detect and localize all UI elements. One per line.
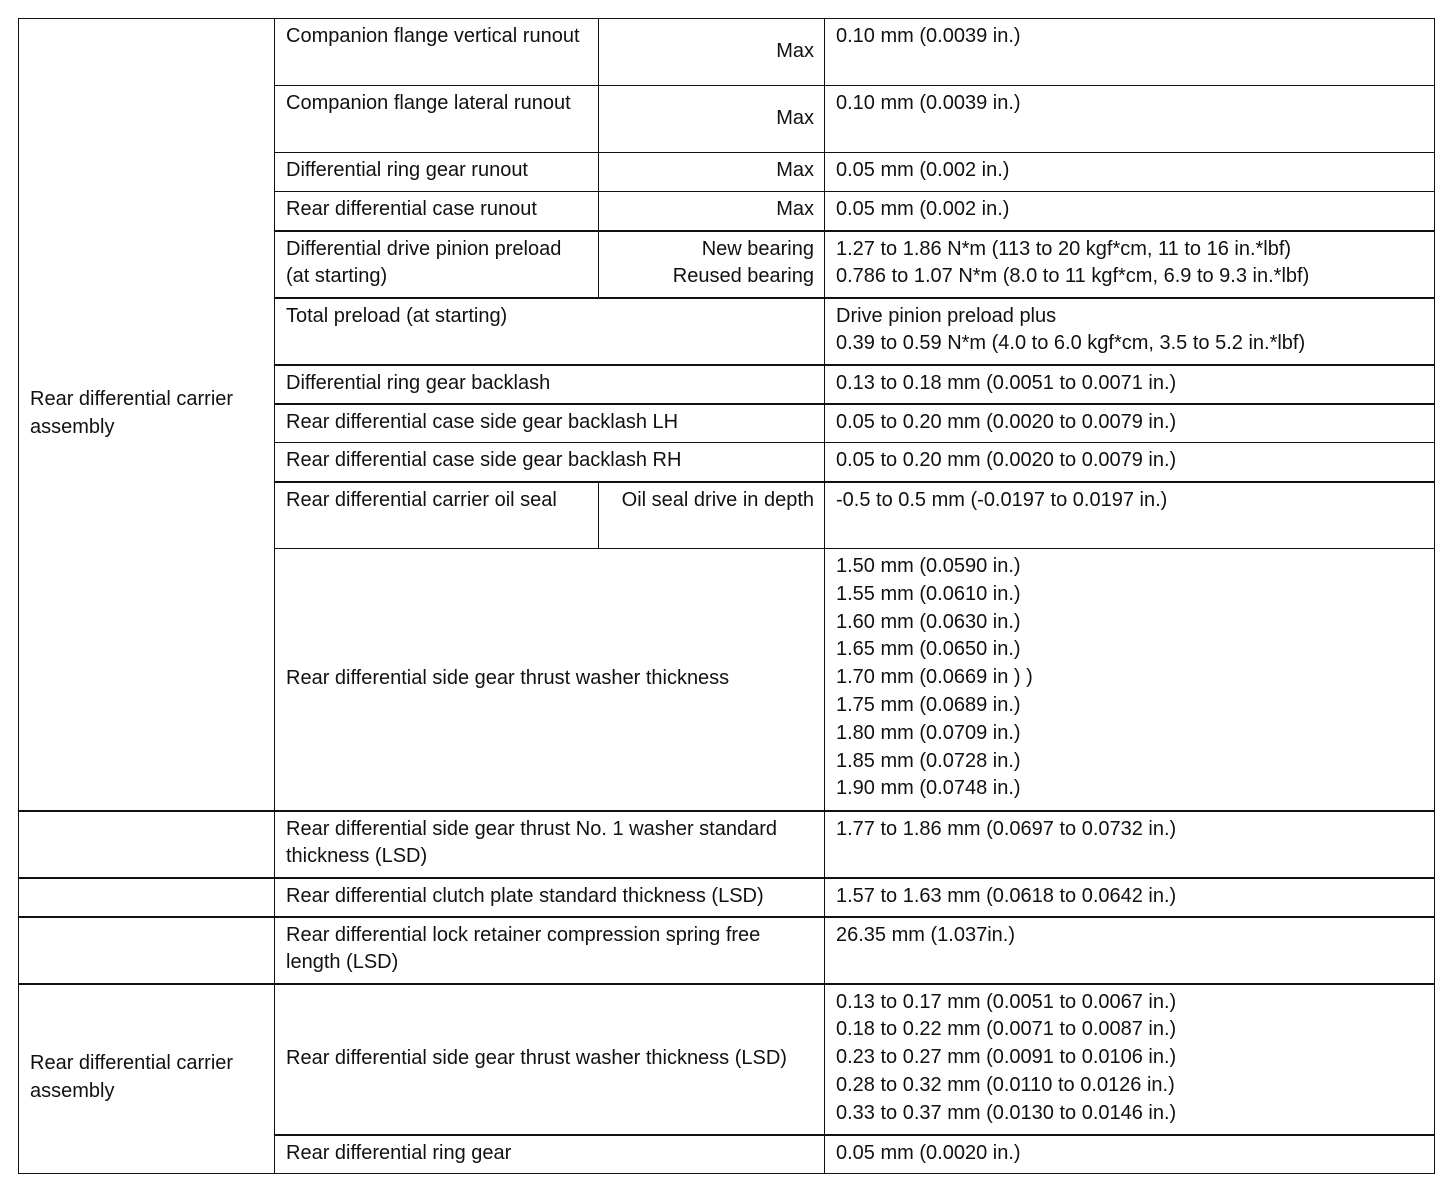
item-label: Rear differential case runout	[275, 192, 599, 231]
spec-value: 1.90 mm (0.0748 in.)	[836, 777, 1021, 800]
spec-value: 0.05 mm (0.002 in.)	[825, 192, 1435, 231]
specification-table	[18, 18, 1435, 1174]
item-label: Rear differential lock retainer compression spring free length (LSD)	[275, 917, 825, 984]
spec-value: 0.13 to 0.17 mm (0.0051 to 0.0067 in.)	[836, 990, 1177, 1013]
group-label	[19, 878, 275, 917]
spec-value-cell	[825, 298, 1435, 365]
item-label: Rear differential side gear thrust washer thickness	[275, 549, 825, 811]
condition-label: Oil seal drive in depth	[599, 482, 825, 549]
item-label: Total preload (at starting)	[275, 298, 825, 365]
spec-value: 1.70 mm (0.0669 in ) )	[836, 666, 1033, 689]
spec-value: 1.80 mm (0.0709 in.)	[836, 721, 1021, 744]
spec-value: 1.50 mm (0.0590 in.)	[836, 555, 1021, 577]
condition-label: Reused bearing	[672, 265, 814, 288]
spec-value: 0.13 to 0.18 mm (0.0051 to 0.0071 in.)	[825, 365, 1435, 404]
item-label: Differential ring gear runout	[275, 153, 599, 192]
condition-cell	[599, 231, 825, 298]
spec-value: 0.05 mm (0.0020 in.)	[825, 1135, 1435, 1174]
spec-value: 0.05 mm (0.002 in.)	[825, 153, 1435, 192]
condition-label: Max	[599, 86, 825, 153]
spec-value: 1.75 mm (0.0689 in.)	[836, 693, 1021, 716]
item-label: Differential ring gear backlash	[275, 365, 825, 404]
spec-value: 1.65 mm (0.0650 in.)	[836, 638, 1021, 661]
condition-label: Max	[599, 153, 825, 192]
condition-label: Max	[599, 19, 825, 86]
spec-value: 1.77 to 1.86 mm (0.0697 to 0.0732 in.)	[825, 811, 1435, 878]
item-label: Rear differential side gear thrust washer thickness (LSD)	[275, 984, 825, 1135]
item-label: Rear differential case side gear backlash RH	[275, 443, 825, 482]
spec-value: 0.10 mm (0.0039 in.)	[825, 19, 1435, 86]
spec-value: 1.57 to 1.63 mm (0.0618 to 0.0642 in.)	[825, 878, 1435, 917]
spec-value: 1.85 mm (0.0728 in.)	[836, 749, 1021, 772]
group-label	[19, 811, 275, 878]
spec-value: 0.05 to 0.20 mm (0.0020 to 0.0079 in.)	[825, 404, 1435, 443]
spec-value: 0.23 to 0.27 mm (0.0091 to 0.0106 in.)	[836, 1046, 1177, 1069]
spec-value-cell	[825, 549, 1435, 811]
spec-value: 0.786 to 1.07 N*m (8.0 to 11 kgf*cm, 6.9 to 9.3 in.*lbf)	[836, 265, 1310, 288]
item-label: Companion flange vertical runout	[275, 19, 599, 86]
spec-value: 1.60 mm (0.0630 in.)	[836, 610, 1021, 633]
spec-value: 1.55 mm (0.0610 in.)	[836, 582, 1021, 605]
item-label: Differential drive pinion preload (at starting)	[275, 231, 599, 298]
spec-value: 0.10 mm (0.0039 in.)	[825, 86, 1435, 153]
spec-value: Drive pinion preload plus	[836, 304, 1057, 327]
spec-value: 0.33 to 0.37 mm (0.0130 to 0.0146 in.)	[836, 1101, 1177, 1124]
condition-label: Max	[599, 192, 825, 231]
item-label: Rear differential carrier oil seal	[275, 482, 599, 549]
spec-value: 0.18 to 0.22 mm (0.0071 to 0.0087 in.)	[836, 1018, 1177, 1041]
table-row	[19, 811, 1435, 878]
group-label: Rear differential carrier assembly	[19, 19, 275, 811]
spec-value: -0.5 to 0.5 mm (-0.0197 to 0.0197 in.)	[825, 482, 1435, 549]
table-row	[19, 19, 1435, 86]
item-label: Rear differential ring gear	[275, 1135, 825, 1174]
table-row	[19, 984, 1435, 1135]
table-row	[19, 878, 1435, 917]
item-label: Rear differential case side gear backlash LH	[275, 404, 825, 443]
spec-value: 0.05 to 0.20 mm (0.0020 to 0.0079 in.)	[825, 443, 1435, 482]
spec-value-cell	[825, 984, 1435, 1135]
spec-value: 0.39 to 0.59 N*m (4.0 to 6.0 kgf*cm, 3.5 to 5.2 in.*lbf)	[836, 332, 1306, 355]
spec-value: 1.27 to 1.86 N*m (113 to 20 kgf*cm, 11 to 16 in.*lbf)	[836, 237, 1292, 260]
spec-value-cell	[825, 231, 1435, 298]
table-row	[19, 917, 1435, 984]
spec-value: 26.35 mm (1.037in.)	[825, 917, 1435, 984]
group-label	[19, 917, 275, 984]
condition-label: New bearing	[701, 237, 814, 260]
item-label: Rear differential clutch plate standard thickness (LSD)	[275, 878, 825, 917]
spec-value: 0.28 to 0.32 mm (0.0110 to 0.0126 in.)	[836, 1073, 1175, 1096]
group-label: Rear differential carrier assembly	[19, 984, 275, 1174]
item-label: Rear differential side gear thrust No. 1 washer standard thickness (LSD)	[275, 811, 825, 878]
item-label: Companion flange lateral runout	[275, 86, 599, 153]
